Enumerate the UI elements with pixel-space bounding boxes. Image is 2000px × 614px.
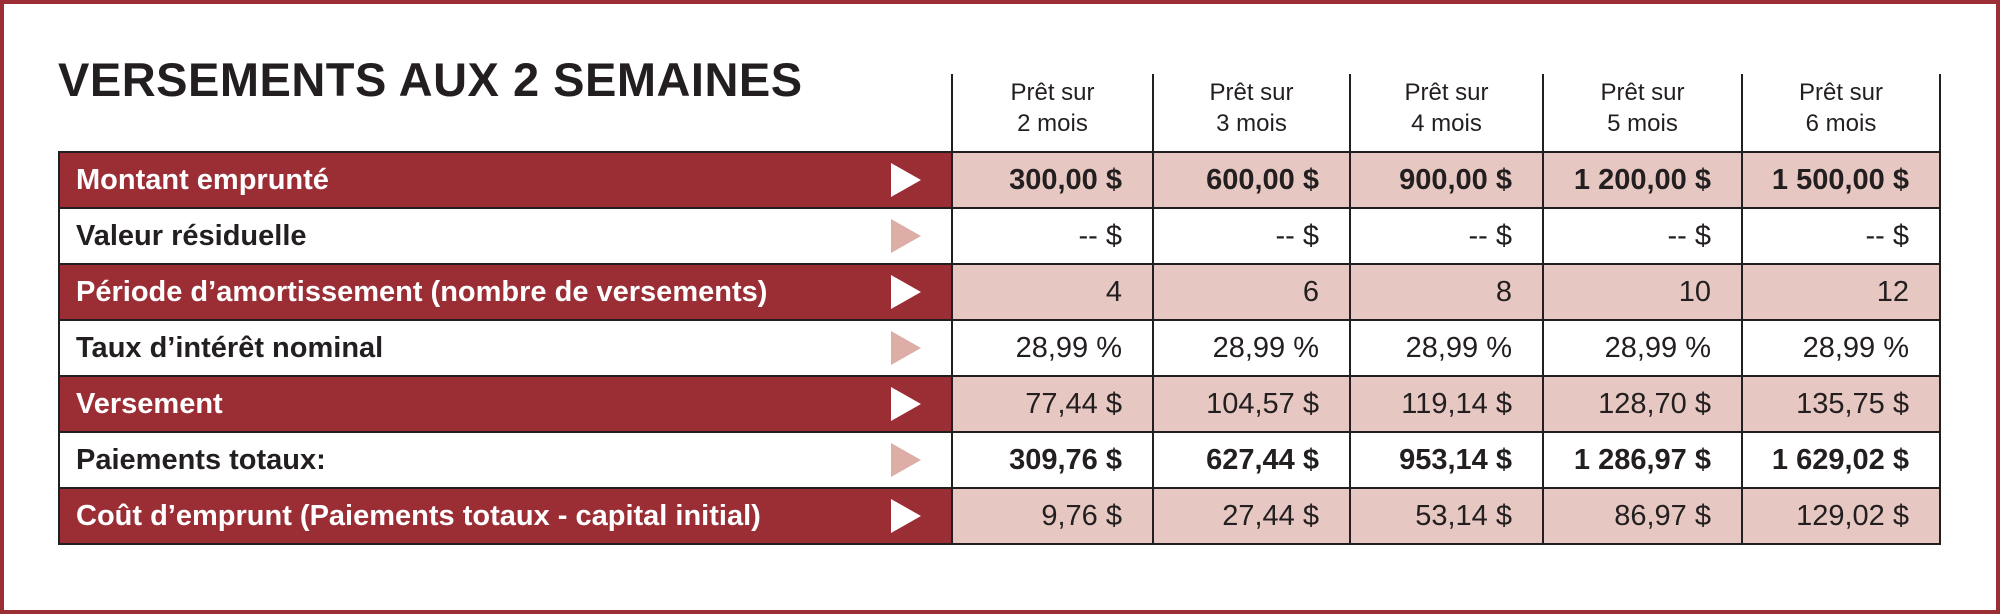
row-cout-emprunt: [59, 488, 1940, 544]
row-label: Montant emprunté: [76, 163, 329, 196]
table-cell: 1 200,00 $: [1543, 152, 1742, 208]
table-cell: 900,00 $: [1350, 152, 1543, 208]
table-cell: 1 629,02 $: [1742, 432, 1940, 488]
table-cell: -- $: [1742, 208, 1940, 264]
table-cell: 953,14 $: [1350, 432, 1543, 488]
table-cell: 309,76 $: [952, 432, 1153, 488]
header-spacer: [59, 74, 952, 152]
table-cell: -- $: [952, 208, 1153, 264]
table-cell: -- $: [1153, 208, 1350, 264]
play-arrow-icon: [891, 275, 921, 309]
row-label: Coût d’emprunt (Paiements totaux - capital initial): [76, 499, 761, 532]
row-label-cell: [59, 264, 952, 320]
column-header-line2: 5 mois: [1607, 110, 1678, 137]
row-label: Versement: [76, 387, 223, 420]
column-header-line2: 6 mois: [1805, 110, 1877, 137]
table-cell: 28,99 %: [952, 320, 1153, 376]
column-header-line2: 3 mois: [1216, 110, 1287, 137]
row-label: Valeur résiduelle: [76, 219, 307, 252]
table-cell: 8: [1350, 264, 1543, 320]
table-cell: 1 286,97 $: [1543, 432, 1742, 488]
table-cell: 4: [952, 264, 1153, 320]
row-label: Taux d’intérêt nominal: [76, 331, 384, 364]
page-title: VERSEMENTS AUX 2 SEMAINES: [58, 53, 803, 106]
table-cell: 627,44 $: [1153, 432, 1350, 488]
table-cell: 9,76 $: [952, 488, 1153, 544]
row-label-cell: [59, 320, 952, 376]
row-label-cell: [59, 152, 952, 208]
row-label-cell: [59, 488, 952, 544]
table-cell: 77,44 $: [952, 376, 1153, 432]
table-cell: 28,99 %: [1350, 320, 1543, 376]
play-arrow-icon: [891, 499, 921, 533]
row-label-cell: [59, 208, 952, 264]
table-cell: 53,14 $: [1350, 488, 1543, 544]
table-cell: 1 500,00 $: [1742, 152, 1940, 208]
column-header-line1: Prêt sur: [1209, 79, 1294, 106]
table-cell: 600,00 $: [1153, 152, 1350, 208]
table-cell: -- $: [1543, 208, 1742, 264]
row-periode-amortissement: [59, 264, 1940, 320]
column-header-line2: 2 mois: [1017, 110, 1088, 137]
play-arrow-icon: [891, 387, 921, 421]
table-cell: 129,02 $: [1742, 488, 1940, 544]
column-header-6-months: [1742, 74, 1940, 152]
row-label-cell: [59, 432, 952, 488]
table-cell: 28,99 %: [1543, 320, 1742, 376]
row-versement: [59, 376, 1940, 432]
table-cell: 119,14 $: [1350, 376, 1543, 432]
table-cell: 27,44 $: [1153, 488, 1350, 544]
table-cell: 300,00 $: [952, 152, 1153, 208]
column-header-5-months: [1543, 74, 1742, 152]
table-cell: 28,99 %: [1153, 320, 1350, 376]
table-cell: 86,97 $: [1543, 488, 1742, 544]
column-header-3-months: [1153, 74, 1350, 152]
column-header-line1: Prêt sur: [1600, 79, 1685, 106]
row-label: Paiements totaux:: [76, 443, 326, 476]
table-cell: 10: [1543, 264, 1742, 320]
row-paiements-totaux: [59, 432, 1940, 488]
table-cell: 6: [1153, 264, 1350, 320]
row-taux-interet: [59, 320, 1940, 376]
row-label-cell: [59, 376, 952, 432]
column-header-line1: Prêt sur: [1404, 79, 1489, 106]
play-arrow-icon: [891, 443, 921, 477]
column-header-2-months: [952, 74, 1153, 152]
play-arrow-icon: [891, 331, 921, 365]
play-arrow-icon: [891, 219, 921, 253]
row-montant-emprunte: [59, 152, 1940, 208]
column-header-4-months: [1350, 74, 1543, 152]
table-cell: 12: [1742, 264, 1940, 320]
column-header-line2: 4 mois: [1411, 110, 1482, 137]
table-cell: 128,70 $: [1543, 376, 1742, 432]
table-cell: 28,99 %: [1742, 320, 1940, 376]
row-label: Période d’amortissement (nombre de versements): [76, 275, 768, 308]
table-cell: -- $: [1350, 208, 1543, 264]
column-header-line1: Prêt sur: [1010, 79, 1095, 106]
row-valeur-residuelle: [59, 208, 1940, 264]
loan-table: [58, 74, 1941, 545]
column-header-line1: Prêt sur: [1798, 79, 1884, 106]
play-arrow-icon: [891, 163, 921, 197]
table-cell: 135,75 $: [1742, 376, 1940, 432]
table-cell: 104,57 $: [1153, 376, 1350, 432]
header-row: [59, 74, 1940, 152]
